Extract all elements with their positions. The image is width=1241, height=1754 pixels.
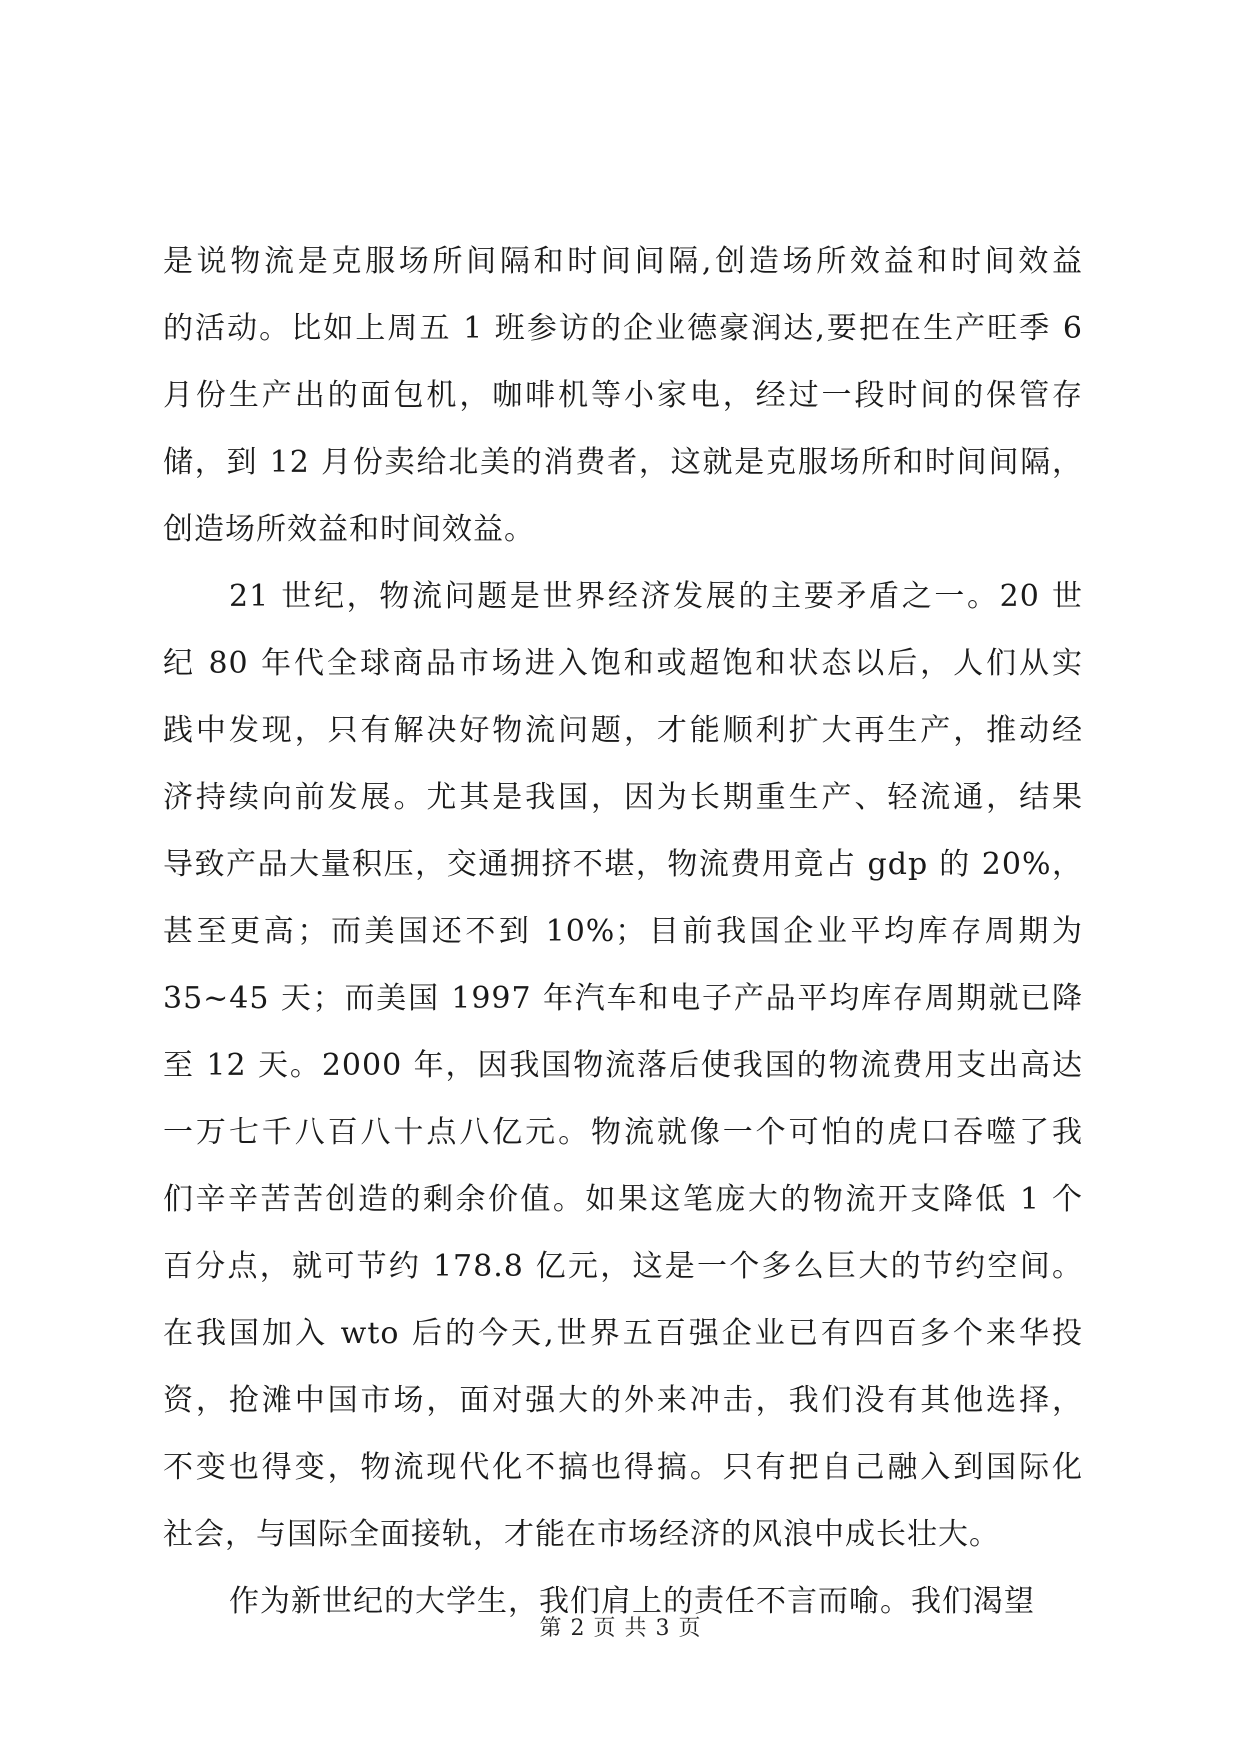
text-line: 月份生产出的面包机，咖啡机等小家电，经过一段时间的保管存 (163, 378, 1083, 413)
text-line: 不变也得变，物流现代化不搞也得搞。只有把自己融入到国际化 (163, 1450, 1083, 1485)
text-line: 资，抢滩中国市场，面对强大的外来冲击，我们没有其他选择， (163, 1383, 1083, 1418)
text-line: 创造场所效益和时间效益。 (163, 512, 535, 547)
text-line: 导致产品大量积压，交通拥挤不堪，物流费用竟占 gdp 的 20%， (163, 847, 1083, 882)
text-line: 们辛辛苦苦创造的剩余价值。如果这笔庞大的物流开支降低 1 个 (163, 1182, 1083, 1217)
text-line: 甚至更高；而美国还不到 10%；目前我国企业平均库存周期为 (163, 914, 1083, 949)
text-line: 作为新世纪的大学生，我们肩上的责任不言而喻。我们渴望 (229, 1584, 1035, 1619)
text-line: 一万七千八百八十点八亿元。物流就像一个可怕的虎口吞噬了我 (163, 1115, 1083, 1150)
text-line: 的活动。比如上周五 1 班参访的企业德豪润达,要把在生产旺季 6 (163, 311, 1083, 346)
document-body (163, 228, 1083, 1635)
text-line: 纪 80 年代全球商品市场进入饱和或超饱和状态以后，人们从实 (163, 646, 1083, 681)
text-line: 践中发现，只有解决好物流问题，才能顺利扩大再生产，推动经 (163, 713, 1083, 748)
text-line: 社会，与国际全面接轨，才能在市场经济的风浪中成长壮大。 (163, 1517, 1000, 1552)
text-line: 济持续向前发展。尤其是我国，因为长期重生产、轻流通，结果 (163, 780, 1083, 815)
text-line: 储，到 12 月份卖给北美的消费者，这就是克服场所和时间间隔， (163, 445, 1083, 480)
page-number-footer: 第 2 页 共 3 页 (539, 1616, 702, 1641)
text-line: 21 世纪，物流问题是世界经济发展的主要矛盾之一。20 世 (229, 579, 1083, 614)
text-line: 35~45 天；而美国 1997 年汽车和电子产品平均库存周期就已降 (163, 981, 1083, 1016)
text-line: 至 12 天。2000 年，因我国物流落后使我国的物流费用支出高达 (163, 1048, 1083, 1083)
text-line: 百分点，就可节约 178.8 亿元，这是一个多么巨大的节约空间。 (163, 1249, 1083, 1284)
text-line: 在我国加入 wto 后的今天,世界五百强企业已有四百多个来华投 (163, 1316, 1083, 1351)
text-line: 是说物流是克服场所间隔和时间间隔,创造场所效益和时间效益 (163, 244, 1083, 279)
